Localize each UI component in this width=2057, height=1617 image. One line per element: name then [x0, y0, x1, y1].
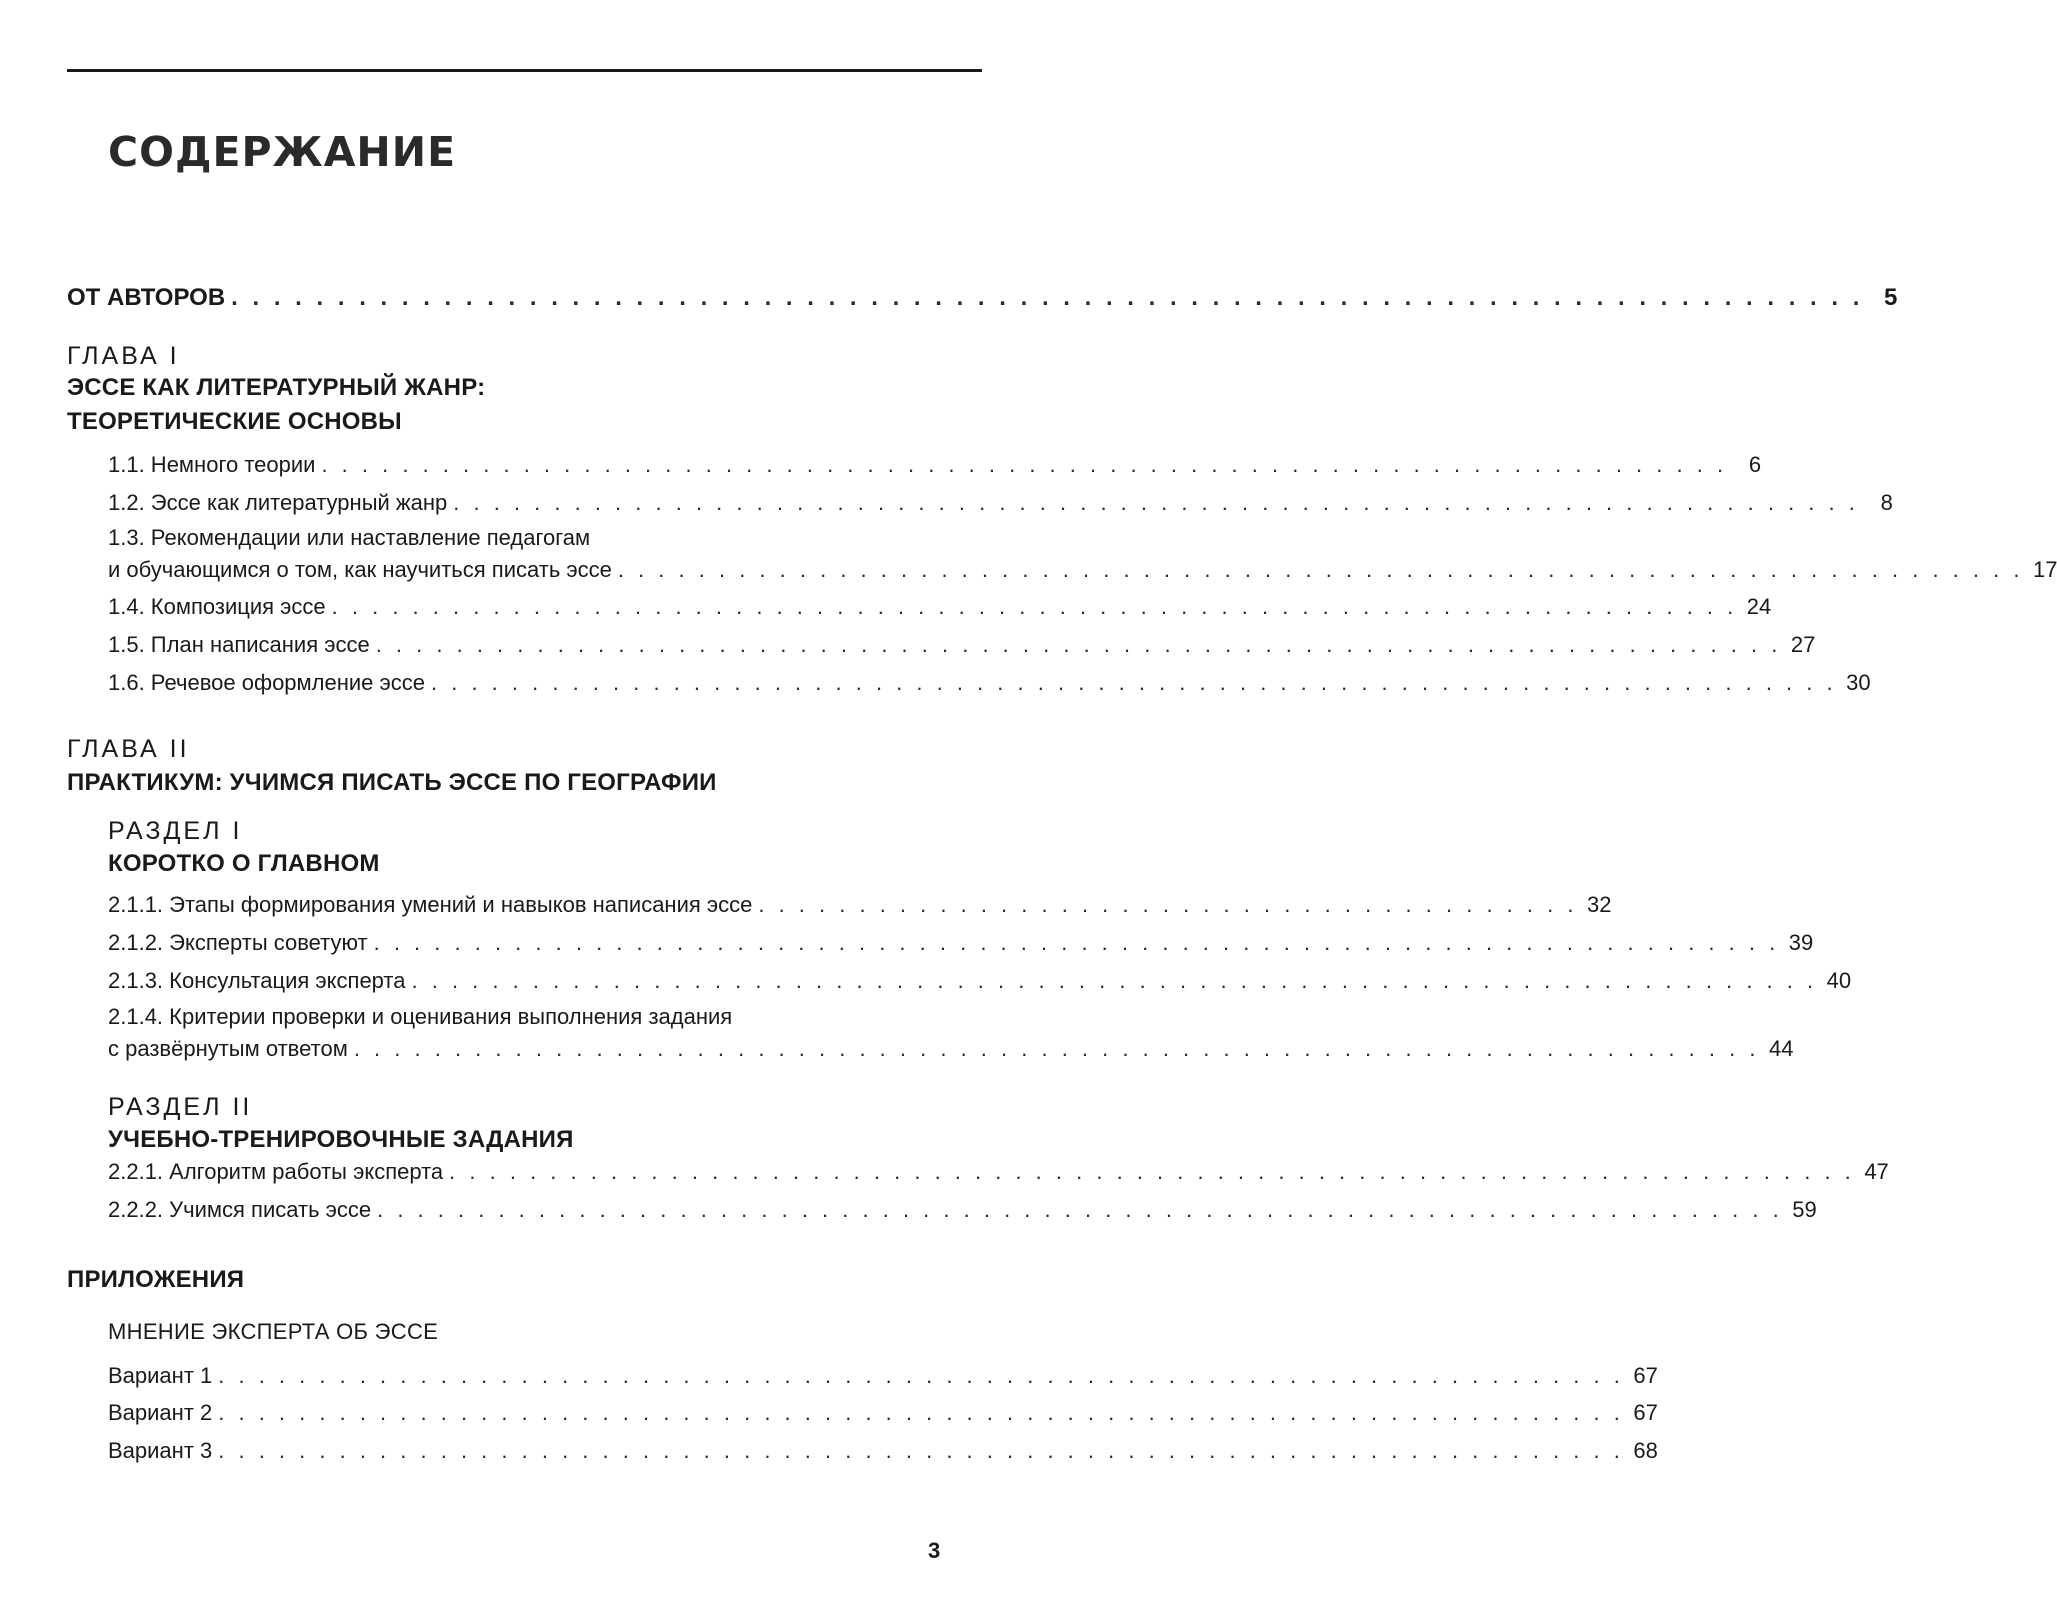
toc-entry[interactable] — [108, 1197, 1817, 1223]
toc-entry-page: 8 — [1880, 490, 1893, 515]
section-label: РАЗДЕЛ II — [108, 1093, 253, 1121]
toc-entry-title: 1.6. Речевое оформление эссе — [108, 670, 425, 695]
toc-entry-page: 30 — [1846, 670, 1871, 695]
leader-dots: . . . . . . . . . . . . . . . . . . . . . . . . . . . . . . . . . . . . . . . . . . . . . . . . . . . . . . . . . . . . . . . . . . . . . . — [411, 968, 1818, 993]
toc-entry-title: 2.1.2. Эксперты советуют — [108, 930, 368, 955]
toc-entry-title: 2.2.2. Учимся писать эссе — [108, 1197, 372, 1222]
chapter-label: ГЛАВА I — [67, 342, 180, 370]
toc-entry-title: 1.4. Композиция эссе — [108, 594, 326, 619]
toc-entry[interactable] — [108, 670, 1871, 696]
toc-entry-page: 47 — [1864, 1159, 1889, 1184]
toc-entry-page: 67 — [1633, 1400, 1658, 1425]
leader-dots: . . . . . . . . . . . . . . . . . . . . . . . . . . . . . . . . . . . . . . . . . — [758, 892, 1578, 917]
toc-entry[interactable] — [108, 632, 1816, 658]
chapter-title-continued: ТЕОРЕТИЧЕСКИЕ ОСНОВЫ — [67, 408, 402, 435]
leader-dots: . . . . . . . . . . . . . . . . . . . . . . . . . . . . . . . . . . . . . . . . . . . . . . . . . . . . . . . . . . . . . . . . . . . . . . — [331, 594, 1738, 619]
leader-dots: . . . . . . . . . . . . . . . . . . . . . . . . . . . . . . . . . . . . . . . . . . . . . . . . . . . . . . . . . . . . . . . . . . . . . . — [617, 557, 2024, 582]
leader-dots: . . . . . . . . . . . . . . . . . . . . . . . . . . . . . . . . . . . . . . . . . . . . . . . . . . . . . . . . . . . . . . . . . . . . . . — [321, 452, 1728, 477]
toc-entry-title: Вариант 1 — [108, 1363, 213, 1388]
toc-entry-title: 1.1. Немного теории — [108, 452, 316, 477]
toc-entry-page: 68 — [1633, 1438, 1658, 1463]
toc-entry-page: 24 — [1746, 594, 1772, 619]
toc-entry-title: с развёрнутым ответом — [108, 1036, 348, 1061]
top-rule — [67, 69, 982, 72]
toc-entry-from-authors[interactable] — [67, 284, 1898, 312]
toc-entry[interactable] — [108, 1438, 1658, 1464]
toc-entry-title: Вариант 2 — [108, 1400, 213, 1425]
toc-entry[interactable] — [108, 490, 1893, 516]
leader-dots: . . . . . . . . . . . . . . . . . . . . . . . . . . . . . . . . . . . . . . . . . . . . . . . . . . . . . . . . . . . . . . . . . . . . . . — [377, 1197, 1783, 1222]
toc-entry[interactable] — [108, 594, 1772, 620]
leader-dots: . . . . . . . . . . . . . . . . . . . . . . . . . . . . . . . . . . . . . . . . . . . . . . . . . . . . . . . . . . . . . . . . . . . . . . — [453, 490, 1859, 515]
toc-entry-title-line1: 1.3. Рекомендации или наставление педагогам — [108, 525, 591, 550]
leader-dots: . . . . . . . . . . . . . . . . . . . . . . . . . . . . . . . . . . . . . . . . . . . . . . . . . . . . . . . . . . . . . . . . . . . . . . — [431, 670, 1837, 695]
toc-entry-title: и обучающимся о том, как научиться писать эссе — [108, 557, 612, 582]
page-number: 3 — [928, 1538, 941, 1563]
appendix-title: ПРИЛОЖЕНИЯ — [67, 1266, 245, 1293]
section-title: УЧЕБНО-ТРЕНИРОВОЧНЫЕ ЗАДАНИЯ — [108, 1126, 574, 1153]
toc-entry[interactable] — [108, 968, 1852, 994]
chapter-label: ГЛАВА II — [67, 735, 190, 763]
page-title: СОДЕРЖАНИЕ — [108, 128, 457, 176]
leader-dots: . . . . . . . . . . . . . . . . . . . . . . . . . . . . . . . . . . . . . . . . . . . . . . . . . . . . . . . . . . . . . . . . . . . . . . — [218, 1363, 1624, 1388]
toc-entry-page: 5 — [1884, 284, 1898, 311]
toc-entry-page: 59 — [1792, 1197, 1817, 1222]
toc-entry[interactable] — [108, 930, 1814, 956]
leader-dots: . . . . . . . . . . . . . . . . . . . . . . . . . . . . . . . . . . . . . . . . . . . . . . . . . . . . . . . . . . . . . . . . . . . . . . — [353, 1036, 1760, 1061]
toc-entry-title: 2.1.3. Консультация эксперта — [108, 968, 406, 993]
toc-entry-page: 27 — [1790, 632, 1816, 657]
toc-entry-title: Вариант 3 — [108, 1438, 213, 1463]
toc-entry-page: 6 — [1748, 452, 1762, 477]
toc-entry-page: 67 — [1633, 1363, 1658, 1388]
toc-entry-page: 17 — [2033, 557, 2057, 582]
toc-entry[interactable] — [108, 892, 1612, 918]
toc-entry[interactable] — [108, 452, 1762, 478]
toc-entry-page: 44 — [1768, 1036, 1794, 1061]
leader-dots: . . . . . . . . . . . . . . . . . . . . . . . . . . . . . . . . . . . . . . . . . . . . . . . . . . . . . . . . . . . . . . . . . . . . . . — [218, 1438, 1624, 1463]
chapter-title: ПРАКТИКУМ: УЧИМСЯ ПИСАТЬ ЭССЕ ПО ГЕОГРАФИИ — [67, 769, 717, 796]
toc-entry-title-line1: 2.1.4. Критерии проверки и оценивания выполнения задания — [108, 1004, 733, 1029]
toc-entry-title: 2.2.1. Алгоритм работы эксперта — [108, 1159, 444, 1184]
toc-entry[interactable] — [108, 1036, 1794, 1062]
leader-dots: . . . . . . . . . . . . . . . . . . . . . . . . . . . . . . . . . . . . . . . . . . . . . . . . . . . . . . . . . . . . . . . . . . . . . . — [373, 930, 1780, 955]
toc-entry-title: ОТ АВТОРОВ — [67, 284, 226, 311]
toc-entry[interactable] — [108, 1159, 1889, 1185]
leader-dots: . . . . . . . . . . . . . . . . . . . . . . . . . . . . . . . . . . . . . . . . . . . . . . . . . . . . . . . . . . . . . . . . . . . . . . — [218, 1400, 1624, 1425]
leader-dots: . . . . . . . . . . . . . . . . . . . . . . . . . . . . . . . . . . . . . . . . . . . . . . . . . . . . . . . . . . . . . . . . . . . . . . — [375, 632, 1782, 657]
appendix-subtitle: МНЕНИЕ ЭКСПЕРТА ОБ ЭССЕ — [108, 1319, 439, 1344]
toc-entry-page: 39 — [1788, 930, 1814, 955]
chapter-title: ЭССЕ КАК ЛИТЕРАТУРНЫЙ ЖАНР: — [67, 374, 486, 401]
toc-entry[interactable] — [108, 1400, 1658, 1426]
toc-entry-title: 1.2. Эссе как литературный жанр — [108, 490, 448, 515]
toc-entry-title: 2.1.1. Этапы формирования умений и навыков написания эссе — [108, 892, 753, 917]
toc-entry[interactable] — [108, 1363, 1658, 1389]
section-label: РАЗДЕЛ I — [108, 817, 243, 845]
leader-dots: . . . . . . . . . . . . . . . . . . . . . . . . . . . . . . . . . . . . . . . . . . . . . . . . . . . . . . . . . . . . . . . . . . . . . . — [449, 1159, 1855, 1184]
toc-entry-page: 32 — [1586, 892, 1612, 917]
toc-entry[interactable] — [108, 557, 2057, 583]
toc-entry-title: 1.5. План написания эссе — [108, 632, 370, 657]
toc-entry-page: 40 — [1826, 968, 1852, 993]
section-title: КОРОТКО О ГЛАВНОМ — [108, 850, 380, 877]
leader-dots: . . . . . . . . . . . . . . . . . . . . . . . . . . . . . . . . . . . . . . . . . . . . . . . . . . . . . . . . . . . . . . . . . . . . . . . . . . . . . — [231, 284, 1864, 311]
